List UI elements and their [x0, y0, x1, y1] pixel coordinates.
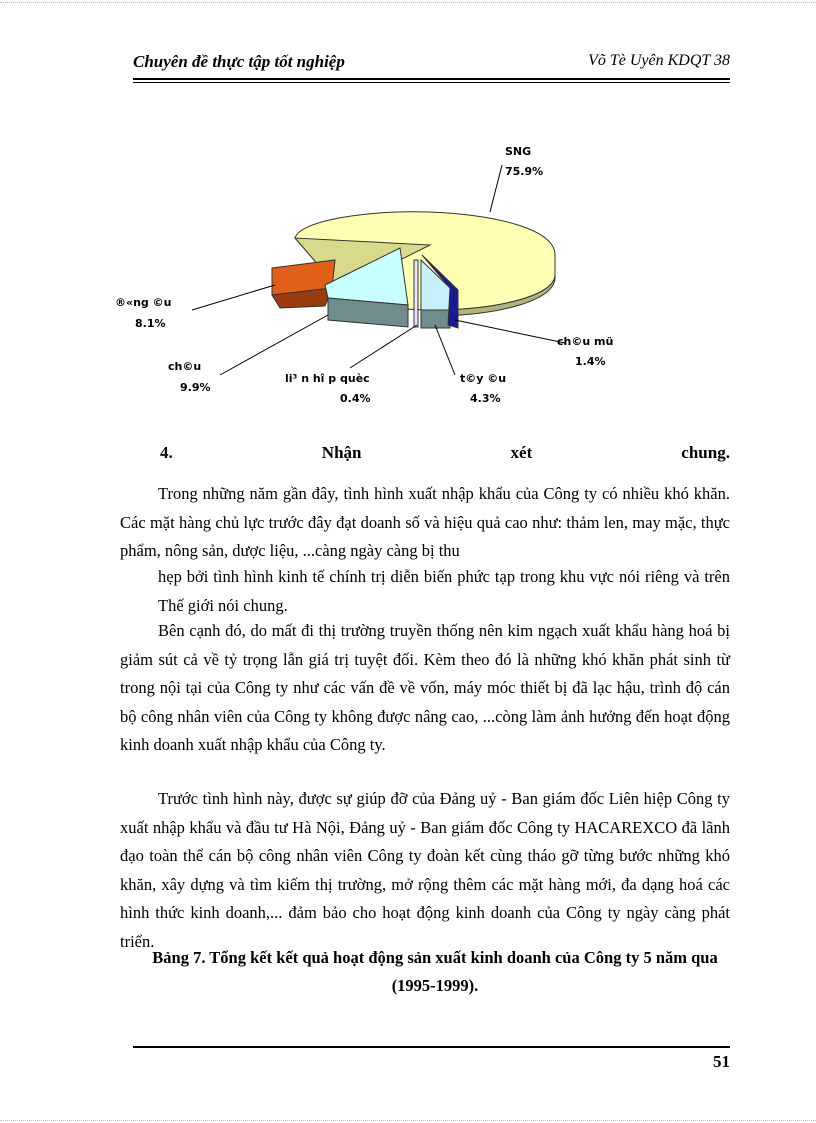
- section-heading: [160, 443, 730, 463]
- table-caption: Bảng 7. Tổng kết kết quả hoạt động sản xuất kinh doanh của Công ty 5 năm qua (1995-1999).: [152, 948, 718, 995]
- header-title: Chuyên đề thực tập tốt nghiệp: [133, 52, 345, 71]
- page-header: [133, 52, 730, 78]
- label-chau-value: 9.9%: [180, 381, 211, 394]
- heading-number: 4.: [160, 443, 173, 462]
- page-number: 51: [713, 1052, 730, 1071]
- header-rule-thin: [133, 82, 730, 83]
- header-author: Võ Tè Uyên KDQT 38: [588, 52, 730, 69]
- leader-line-tay-au: [435, 325, 455, 375]
- label-sng-value: 75.9%: [505, 165, 544, 178]
- label-sng: SNG: [505, 145, 532, 158]
- paragraph-3: Trước tình hình này, được sự giúp đỡ của Đảng uỷ - Ban giám đốc Liên hiệp Công ty xuất nhập khẩu và đầu tư Hà Nội, Đảng uỷ - Ban giám đốc Công ty HACAREXCO đã lãnh đạo toàn thể cán bộ công nhân viên Công ty đoàn kết cùng tháo gỡ từng bước những khó khăn, xây dựng và tìm kiếm thị trường, mở rộng thêm các mặt hàng mới, đa dạng hoá các hình thức kinh doanh,... đảm bảo cho hoạt động kinh doanh của Công ty ngày càng phát triển.: [120, 789, 730, 951]
- paragraph-1-continued: hẹp bởi tình hình kinh tế chính trị diễn biến phức tạp trong khu vực nói riêng và trên Thế giới nói chung.: [158, 567, 730, 615]
- heading-word-3: chung.: [681, 443, 730, 462]
- footer-rule: [133, 1046, 730, 1048]
- heading-word-2: xét: [510, 443, 533, 462]
- label-tay-au-value: 4.3%: [470, 392, 501, 405]
- label-lien-hiep-quoc: li³ n hî p quèc: [285, 372, 370, 385]
- label-chau-my-value: 1.4%: [575, 355, 606, 368]
- page-top-border: [0, 2, 816, 3]
- header-rule: [133, 78, 730, 80]
- paragraph-1: Trong những năm gần đây, tình hình xuất nhập khẩu của Công ty có nhiều khó khăn. Các mặt hàng chủ lực trước đây đạt doanh số và hiệu quả cao như: thảm len, may mặc, thực phẩm, nông sản, dược liệu, ...càng ngày càng bị thu: [120, 484, 730, 560]
- paragraph-2: Bên cạnh đó, do mất đi thị trường truyền thống nên kim ngạch xuất khẩu hàng hoá bị giảm sút cả về tỷ trọng lẫn giá trị tuyệt đối. Kèm theo đó là những khó khăn phát sinh từ trong nội tại của Công ty như các vấn đề về vốn, máy móc thiết bị đã lạc hậu, trình độ cán bộ công nhân viên của Công ty không được nâng cao, ...còng làm ảnh hưởng đến hoạt động kinh doanh xuất nhập khẩu của Công ty.: [120, 621, 730, 754]
- leader-line-chau: [220, 315, 328, 375]
- market-share-pie-chart: [110, 120, 670, 420]
- label-dong-au-value: 8.1%: [135, 317, 166, 330]
- leader-line-chau-my: [455, 320, 565, 343]
- leader-line-sng: [490, 165, 502, 212]
- label-chau: ch©u: [168, 360, 202, 373]
- page-bottom-border: [0, 1120, 816, 1121]
- leader-line-dong-au: [192, 285, 275, 310]
- label-chau-my: ch©u mü: [557, 335, 614, 348]
- pie-slice-lien-hiep-quoc: [414, 260, 418, 327]
- heading-word-1: Nhận: [321, 443, 362, 462]
- leader-line-lien-hiep-quoc: [350, 325, 417, 368]
- label-lien-hiep-quoc-value: 0.4%: [340, 392, 371, 405]
- label-tay-au: t©y ©u: [460, 372, 507, 385]
- label-dong-au: ®«ng ©u: [115, 296, 172, 309]
